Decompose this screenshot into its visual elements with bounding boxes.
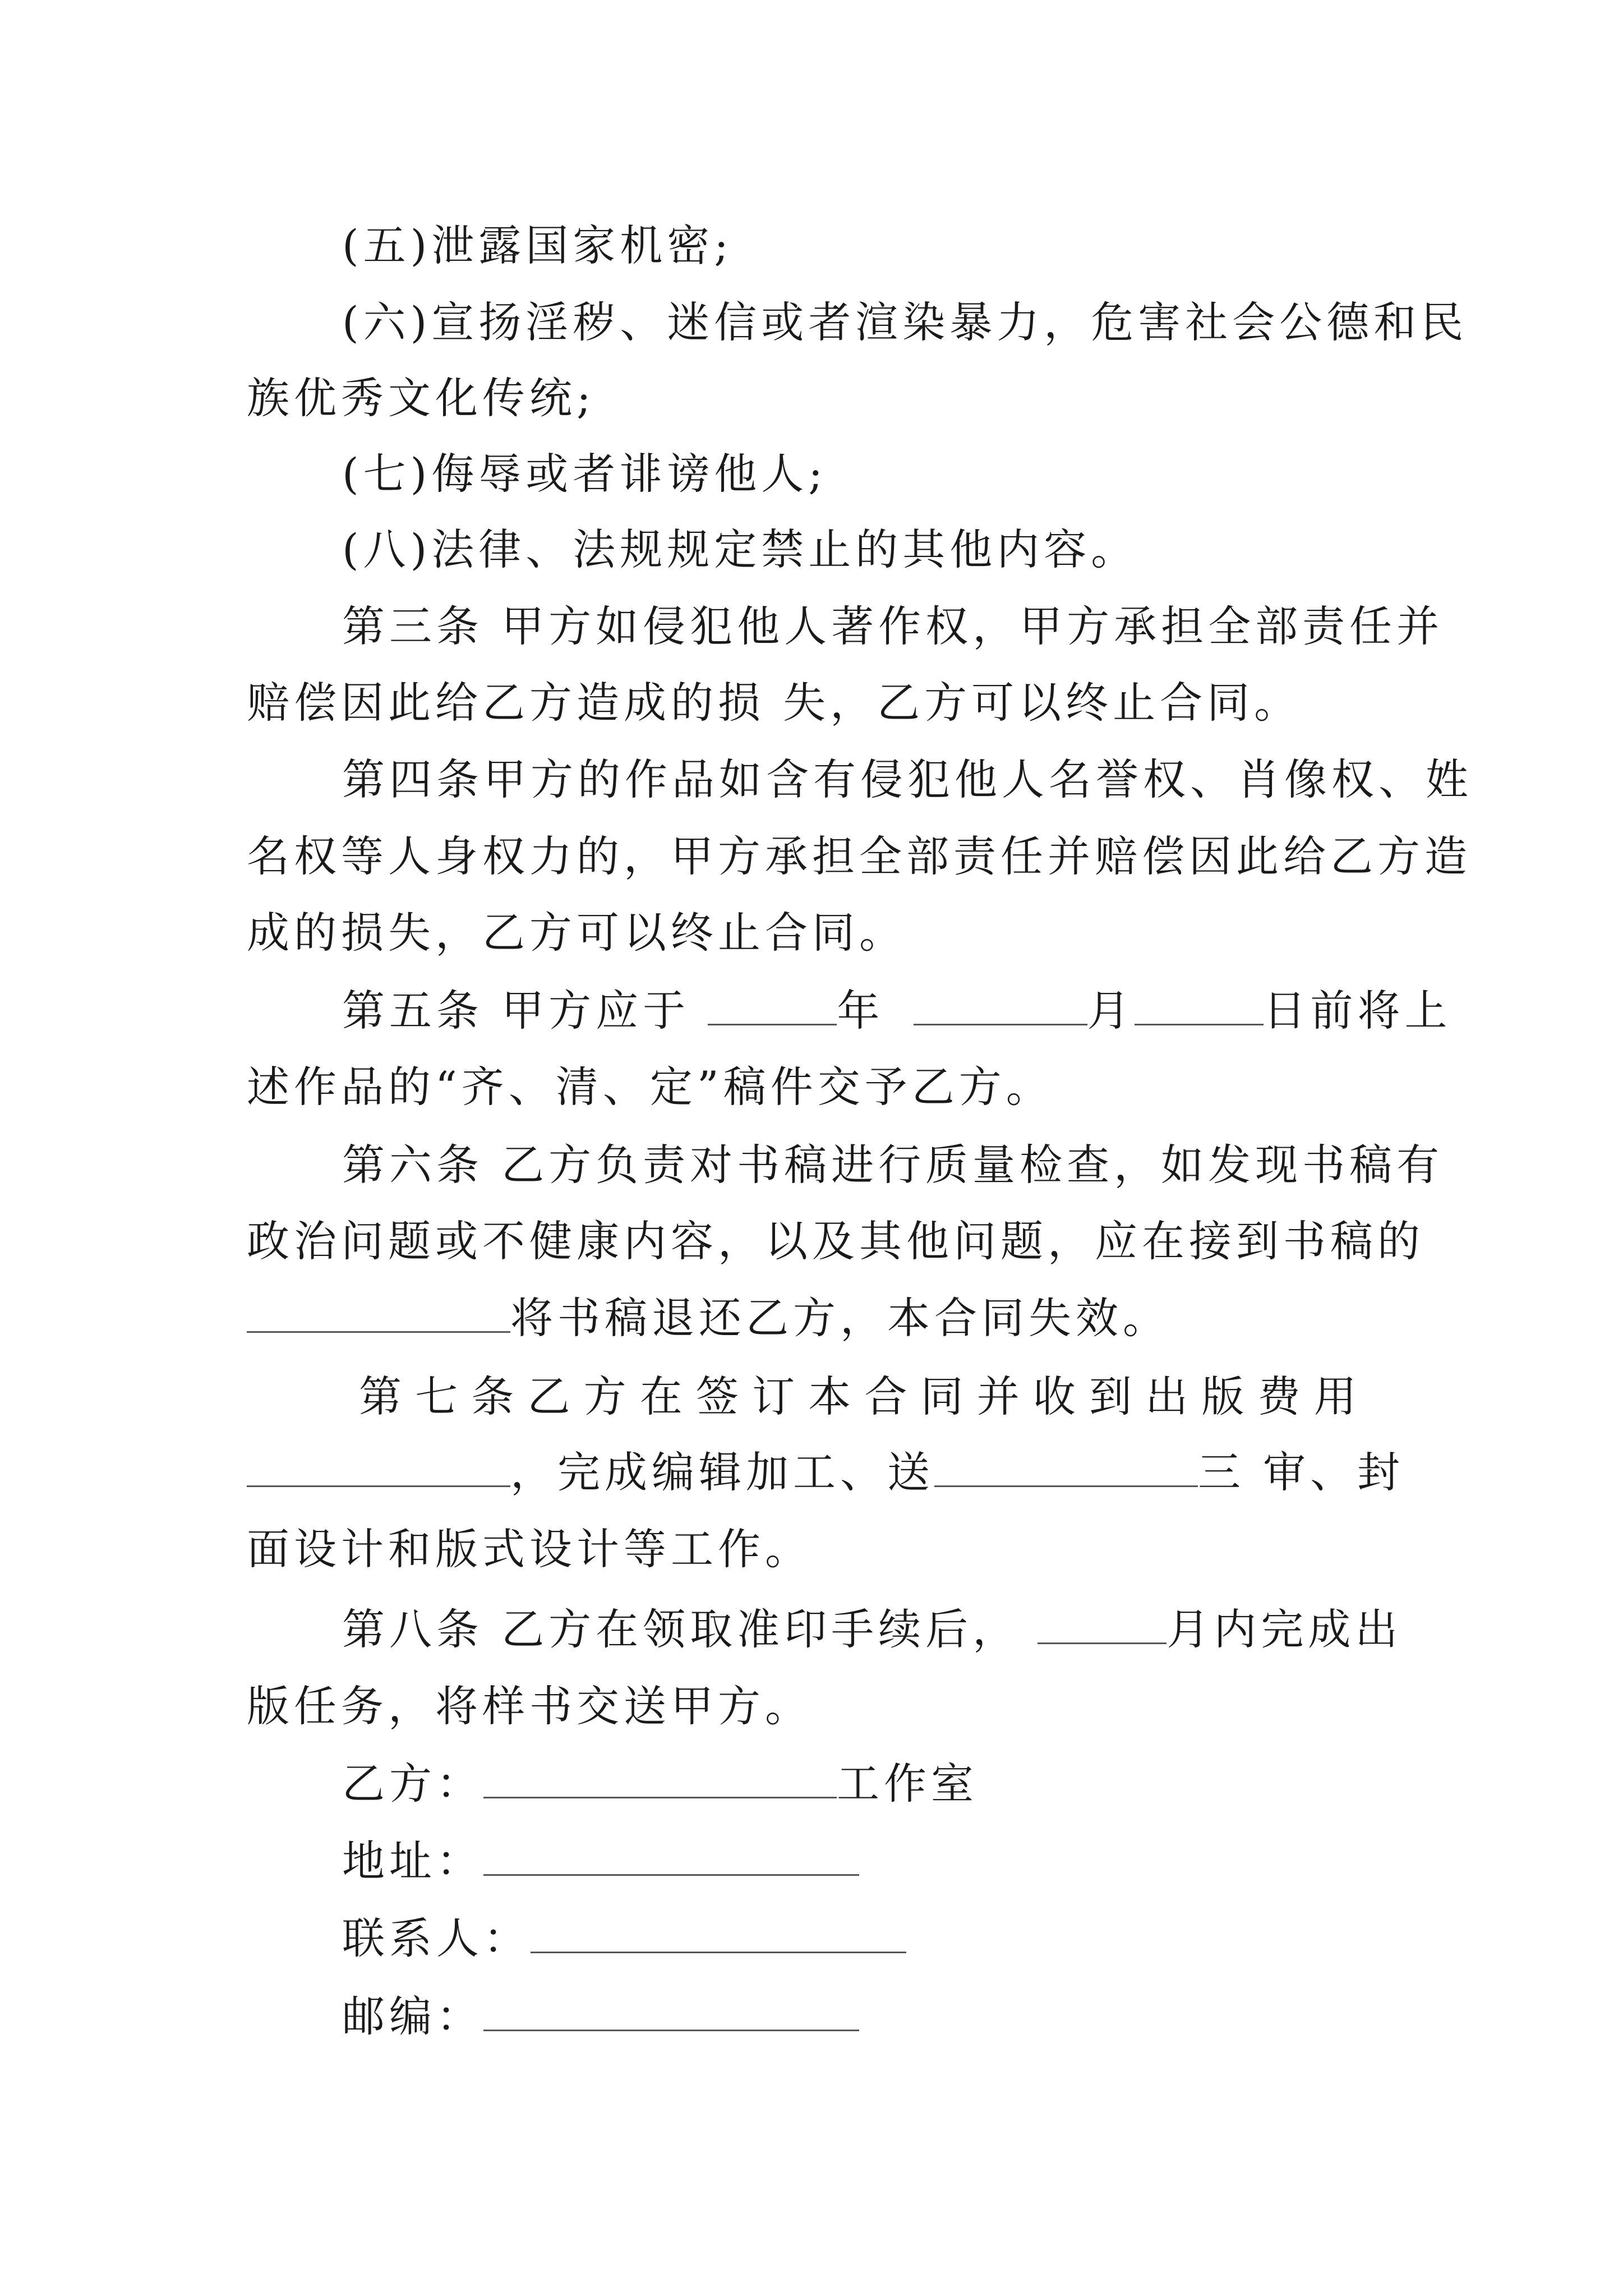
- postcode-label: 邮编：: [342, 1991, 483, 2041]
- article-7-line-3: 面设计和版式设计等工作。: [247, 1524, 812, 1574]
- postcode-field[interactable]: [483, 1989, 859, 2031]
- review-blank: [934, 1445, 1198, 1487]
- article-7-line-1: 第 七 条 乙 方 在 签 订 本 合 同 并 收 到 出 版 费 用: [359, 1372, 1357, 1421]
- party-b-line: [342, 1756, 1391, 1812]
- article-8-line-1: [342, 1602, 1403, 1658]
- party-b-name-field[interactable]: [483, 1756, 837, 1798]
- article-5-tail: 日前将上: [1263, 986, 1452, 1036]
- article-8-line-2: 版任务，将样书交送甲方。: [247, 1681, 812, 1731]
- clause-item-7: (七)侮辱或者诽谤他人;: [342, 449, 827, 499]
- address-line: [342, 1833, 1391, 1889]
- article-6-line-2: 政治问题或不健康内容，以及其他问题，应在接到书稿的: [247, 1216, 1424, 1266]
- month-blank: [914, 983, 1087, 1025]
- article-6-tail: 将书稿退还乙方，本合同失效。: [510, 1293, 1170, 1343]
- return-period-blank: [247, 1291, 510, 1333]
- article-7-line-2: [247, 1444, 1405, 1501]
- article-3-line-2: 赔偿因此给乙方造成的损 失，乙方可以终止合同。: [247, 678, 1302, 728]
- clause-item-6-line-1: (六)宣扬淫秽、迷信或者渲染暴力，危害社会公德和民: [342, 297, 1468, 347]
- contact-line: [342, 1911, 1391, 1967]
- address-field[interactable]: [483, 1834, 859, 1876]
- editing-period-blank: [247, 1445, 510, 1487]
- party-b-label: 乙方：: [342, 1759, 483, 1809]
- address-label: 地址：: [342, 1836, 483, 1886]
- party-b-suffix: 工作室: [837, 1759, 978, 1809]
- article-4-line-1: 第四条甲方的作品如含有侵犯他人名誉权、肖像权、姓: [342, 754, 1473, 804]
- contact-label: 联系人：: [342, 1913, 531, 1963]
- article-8-lead: 第八条 乙方在领取准印手续后，: [342, 1604, 1038, 1654]
- article-3-line-1: 第三条 甲方如侵犯他人著作权，甲方承担全部责任并: [342, 601, 1444, 651]
- article-5-line-1: [342, 983, 1452, 1039]
- article-5-line-2: 述作品的“齐、清、定”稿件交予乙方。: [247, 1062, 1053, 1112]
- article-7-tail: 三 审、封: [1198, 1447, 1405, 1497]
- clause-item-5: (五)泄露国家机密;: [342, 220, 733, 270]
- year-blank: [708, 983, 837, 1025]
- article-5-lead: 第五条 甲方应于: [342, 986, 708, 1036]
- clause-item-6-line-2: 族优秀文化传统;: [247, 373, 596, 423]
- article-6-line-1: 第六条 乙方负责对书稿进行质量检查，如发现书稿有: [342, 1140, 1444, 1190]
- publish-months-blank: [1038, 1602, 1166, 1644]
- article-8-tail: 月内完成出: [1166, 1604, 1403, 1654]
- article-4-line-3: 成的损失，乙方可以终止合同。: [247, 908, 906, 958]
- article-6-line-3: [247, 1290, 1391, 1346]
- day-blank: [1135, 983, 1264, 1025]
- clause-item-8: (八)法律、法规规定禁止的其他内容。: [342, 524, 1138, 574]
- postcode-line: [342, 1989, 1391, 2045]
- year-label: 年: [837, 986, 902, 1036]
- article-4-line-2: 名权等人身权力的，甲方承担全部责任并赔偿因此给乙方造: [247, 831, 1472, 881]
- article-7-middle: ，完成编辑加工、送: [510, 1447, 934, 1497]
- month-label: 月: [1087, 986, 1135, 1036]
- contact-field[interactable]: [531, 1911, 906, 1953]
